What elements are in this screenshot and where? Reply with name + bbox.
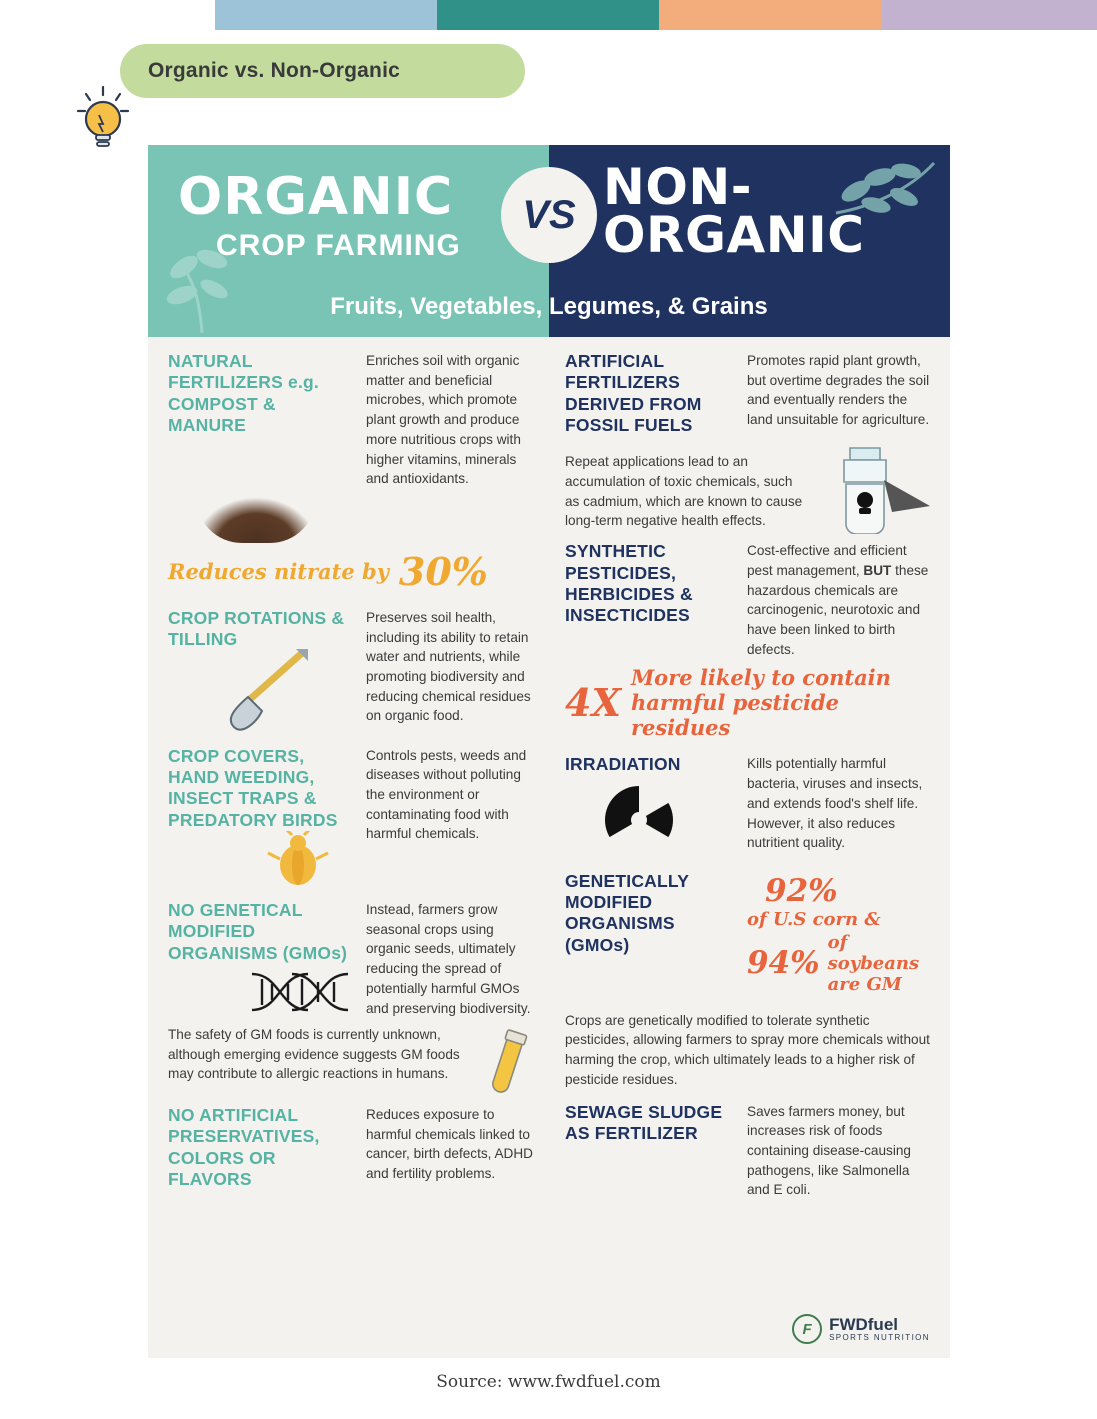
fwdfuel-logo-tagline: SPORTS NUTRITION xyxy=(829,1333,930,1342)
radiation-icon xyxy=(593,780,685,860)
color-bar-1 xyxy=(0,0,215,30)
page-title-chip xyxy=(120,44,525,98)
nonorganic-column xyxy=(549,337,950,1216)
infographic-header xyxy=(148,145,950,337)
nonorganic-gmo-paragraph: Crops are genetically modified to tolerate synthetic pesticides, allowing farmers to spray more chemicals without harming the crop, which ultimately leads to a higher risk of pesticide residues. xyxy=(565,1012,930,1087)
organic-block-gmo-heading: NO GENETICAL MODIFIED ORGANISMS (GMOs) xyxy=(168,899,348,963)
fwdfuel-logo xyxy=(786,1310,936,1348)
compost-pile-icon xyxy=(196,497,316,543)
nonorganic-block-pesticides-heading: SYNTHETIC PESTICIDES, HERBICIDES & INSECTICIDES xyxy=(565,541,693,626)
organic-gm-note: The safety of GM foods is currently unknown, although emerging evidence suggests GM foods may contribute to allergic reactions in humans. xyxy=(168,1027,460,1082)
organic-block-preservatives-heading: NO ARTIFICIAL PRESERVATIVES, COLORS OR FLAVORS xyxy=(168,1105,320,1190)
organic-block-fertilizers-body: Enriches soil with organic matter and beneficial microbes, which promote plant growth and produce more nutritious crops with higher vitamins, minerals and antioxidants. xyxy=(366,353,521,487)
organic-block-rotations-heading: CROP ROTATIONS & TILLING xyxy=(168,607,345,650)
organic-nitrate-stat-label: Reduces nitrate by xyxy=(168,558,389,584)
organic-gm-note-row xyxy=(168,1023,539,1103)
infographic-card xyxy=(148,145,950,1358)
color-bar-3 xyxy=(437,0,659,30)
color-bar-4 xyxy=(659,0,881,30)
fwdfuel-logo-mark: F xyxy=(792,1314,822,1344)
nonorganic-block-sewage xyxy=(565,1102,932,1201)
organic-block-fertilizers xyxy=(168,351,539,489)
nonorganic-pesticide-stat xyxy=(565,665,932,740)
nonorganic-block-irradiation-heading: IRRADIATION xyxy=(565,754,681,775)
top-color-bars xyxy=(0,0,1097,30)
nonorganic-block-pesticides xyxy=(565,541,932,659)
organic-block-preservatives-body: Reduces exposure to harmful chemicals linked to cancer, birth defects, ADHD and fertility problems. xyxy=(366,1107,533,1182)
organic-block-gmo xyxy=(168,900,539,1023)
organic-block-covers xyxy=(168,746,539,894)
organic-column xyxy=(148,337,549,1216)
test-tube-icon xyxy=(475,1027,539,1103)
nonorganic-block-irradiation-body: Kills potentially harmful bacteria, viruses and insects, and extends food's shelf life. However, it also reduces nutritient quality. xyxy=(747,756,923,851)
fwdfuel-logo-name: FWDfuel xyxy=(829,1315,898,1334)
lightbulb-icon xyxy=(72,85,134,153)
organic-block-rotations-body: Preserves soil health, including its ability to retain water and nutrients, while promoting biodiversity and reducing chemical residues on organic food. xyxy=(366,609,531,724)
comparison-columns xyxy=(148,337,950,1216)
pesticide-stat-line2: harmful pesticide residues xyxy=(630,690,840,741)
header-nonorganic-title: NON- ORGANIC xyxy=(603,158,865,264)
shovel-icon xyxy=(204,647,314,733)
pesticides-body-pre: Cost-effective and efficient pest management, xyxy=(747,543,907,578)
nonorganic-block-fertilizers-heading: ARTIFICIAL FERTILIZERS DERIVED FROM FOSSIL FUELS xyxy=(565,351,702,436)
insect-trap-icon xyxy=(258,831,338,889)
header-crop-farming: CROP FARMING xyxy=(216,229,461,262)
color-bar-5 xyxy=(881,0,1097,30)
organic-block-preservatives xyxy=(168,1105,539,1190)
gmo-stats xyxy=(747,873,932,995)
dna-helix-icon xyxy=(246,966,354,1018)
color-bar-2 xyxy=(215,0,437,30)
organic-block-fertilizers-heading: NATURAL FERTILIZERS e.g. COMPOST & MANURE xyxy=(168,351,319,436)
nonorganic-block-gmo xyxy=(565,871,932,1003)
nonorganic-block-fertilizers xyxy=(565,351,932,436)
pesticides-body-post: these hazardous chemicals are carcinogenic, neurotoxic and have been linked to birth defects. xyxy=(747,562,929,657)
pesticide-stat-multiplier: 4X xyxy=(565,680,621,726)
poison-bottle-icon xyxy=(822,442,932,534)
nonorganic-fertilizer-para-row xyxy=(565,442,932,539)
gmo-stat-pct2-label-1: of soybeans xyxy=(827,931,920,974)
gmo-stat-pct2-labels xyxy=(828,932,932,995)
organic-nitrate-stat-value: 30% xyxy=(398,548,488,594)
gmo-stat-pct1: 92% xyxy=(765,872,838,909)
nonorganic-block-sewage-heading: SEWAGE SLUDGE AS FERTILIZER xyxy=(565,1101,723,1143)
gmo-stat-pct2: 94% xyxy=(747,945,820,982)
page-title: Organic vs. Non-Organic xyxy=(148,59,400,82)
pesticide-stat-text xyxy=(631,665,932,740)
pesticide-stat-line1: More likely to contain xyxy=(630,665,891,691)
nonorganic-block-pesticides-body xyxy=(747,541,932,659)
source-caption: Source: www.fwdfuel.com xyxy=(436,1372,661,1392)
page-title-area xyxy=(0,30,1097,110)
nonorganic-fertilizer-paragraph: Repeat applications lead to an accumulation of toxic chemicals, such as cadmium, which are known to cause long-term negative health effects. xyxy=(565,454,803,529)
pesticides-body-bold: BUT xyxy=(863,562,892,578)
nonorganic-block-gmo-heading: GENETICALLY MODIFIED ORGANISMS (GMOs) xyxy=(565,870,689,955)
nonorganic-block-fertilizers-body: Promotes rapid plant growth, but overtime degrades the soil and eventually renders the land unsuitable for agriculture. xyxy=(747,353,930,428)
nonorganic-block-sewage-body: Saves farmers money, but increases risk of foods containing disease-causing pathogens, like Salmonella and E coli. xyxy=(747,1103,911,1198)
gmo-stat-pct2-label-2: are GM xyxy=(827,973,902,995)
organic-block-covers-body: Controls pests, weeds and diseases without polluting the environment or contaminating food with harmful chemicals. xyxy=(366,747,527,842)
vs-badge: VS xyxy=(501,167,597,263)
header-subtitle: Fruits, Vegetables, Legumes, & Grains xyxy=(330,293,768,320)
header-organic-title: ORGANIC xyxy=(178,167,454,227)
organic-block-covers-heading: CROP COVERS, HAND WEEDING, INSECT TRAPS & PREDATORY BIRDS xyxy=(168,745,338,830)
nonorganic-block-irradiation xyxy=(565,754,932,864)
organic-nitrate-stat xyxy=(168,549,539,594)
organic-block-gmo-body: Instead, farmers grow seasonal crops using organic seeds, ultimately reducing the spread of potentially harmful GMOs and preserving biodiversity. xyxy=(366,901,531,1016)
gmo-stat-pct1-label: of U.S corn & xyxy=(747,908,881,930)
organic-block-rotations xyxy=(168,608,539,738)
